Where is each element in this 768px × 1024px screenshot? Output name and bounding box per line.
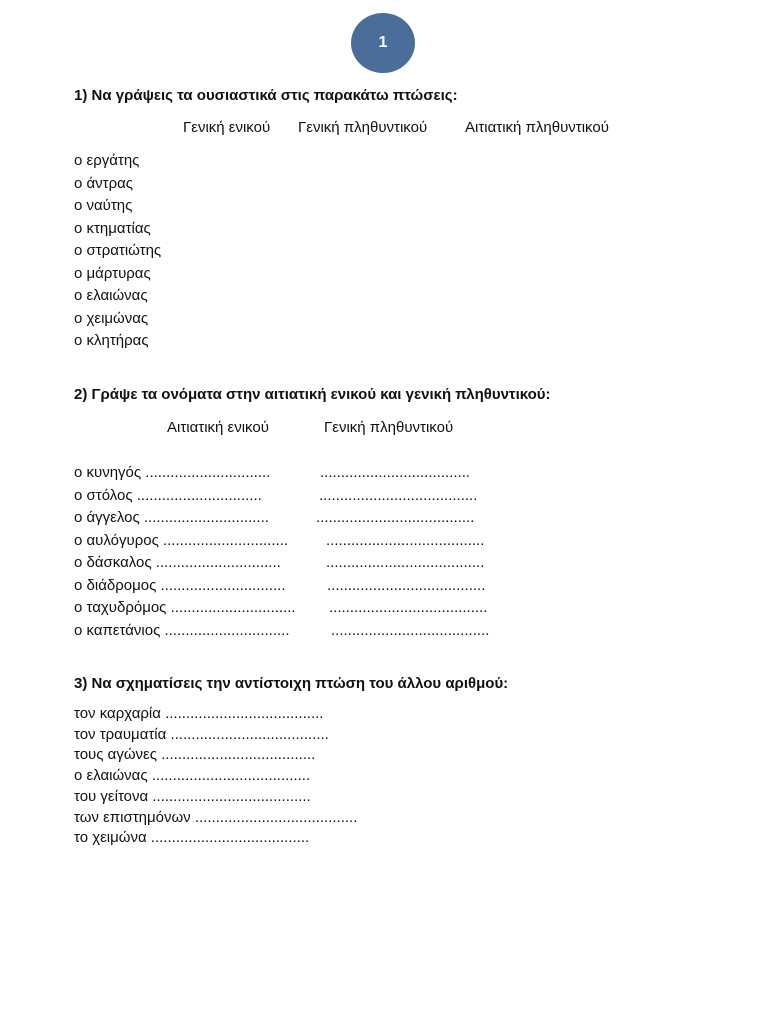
row-word: ο στόλος ..............................: [74, 486, 262, 504]
list-item: ο κλητήρας: [74, 332, 149, 349]
list-item: ο στρατιώτης: [74, 242, 162, 259]
row-word: ο αυλόγυρος ..............................: [74, 531, 288, 549]
row-blank: ......................................: [329, 599, 488, 616]
row-blank: ....................................: [320, 464, 471, 481]
section2-rows: [74, 462, 714, 642]
list-item: ο ελαιώνας ......................................: [74, 767, 311, 785]
section1-col3-header: Αιτιατική πληθυντικού: [465, 119, 609, 136]
row-blank: ......................................: [319, 486, 478, 504]
list-item: ο ναύτης: [74, 197, 133, 214]
row-blank: ......................................: [326, 554, 485, 571]
row-blank: ......................................: [316, 509, 475, 526]
section3-lines: [74, 704, 357, 849]
list-item: ο εργάτης: [74, 152, 140, 169]
list-item: ο μάρτυρας: [74, 264, 151, 282]
row-word: ο ταχυδρόμος ..............................: [74, 599, 296, 616]
table-row: [74, 530, 714, 553]
row-word: ο καπετάνιος ..............................: [74, 621, 290, 639]
row-word: ο διάδρομος ..............................: [74, 576, 286, 594]
row-word: ο δάσκαλος ..............................: [74, 554, 281, 571]
section2-title: 2) Γράψε τα ονόματα στην αιτιατική ενικού και γενική πληθυντικού:: [74, 386, 551, 403]
page-number-badge: 1: [351, 13, 415, 73]
row-word: ο κυνηγός ..............................: [74, 464, 271, 481]
row-blank: ......................................: [326, 531, 485, 549]
section1-title: 1) Να γράψεις τα ουσιαστικά στις παρακάτω πτώσεις:: [74, 87, 458, 104]
list-item: τον τραυματία ......................................: [74, 725, 329, 743]
list-item: του γείτονα ......................................: [74, 787, 311, 805]
list-item: ο χειμώνας: [74, 309, 149, 327]
list-item: ο κτηματίας: [74, 219, 151, 237]
list-item: το χειμώνα ......................................: [74, 829, 310, 847]
section1-col1-header: Γενική ενικού: [183, 119, 271, 136]
table-row: [74, 597, 714, 620]
list-item: τους αγώνες .....................................: [74, 746, 316, 764]
section1-word-list: [74, 150, 161, 353]
section3-title: 3) Να σχηματίσεις την αντίστοιχη πτώση του άλλου αριθμού:: [74, 675, 509, 692]
list-item: ο άντρας: [74, 174, 134, 192]
row-blank: ......................................: [327, 576, 486, 594]
table-row: [74, 552, 714, 575]
table-row: [74, 485, 714, 508]
list-item: των επιστημόνων .......................................: [74, 808, 358, 826]
table-row: [74, 507, 714, 530]
table-row: [74, 462, 714, 485]
row-word: ο άγγελος ..............................: [74, 509, 269, 526]
table-row: [74, 575, 714, 598]
row-blank: ......................................: [331, 621, 490, 639]
list-item: ο ελαιώνας: [74, 287, 148, 304]
section2-col2-header: Γενική πληθυντικού: [324, 419, 454, 436]
list-item: τον καρχαρία ......................................: [74, 705, 324, 722]
section2-col1-header: Αιτιατική ενικού: [167, 419, 269, 436]
section1-col2-header: Γενική πληθυντικού: [298, 119, 428, 136]
table-row: [74, 620, 714, 643]
